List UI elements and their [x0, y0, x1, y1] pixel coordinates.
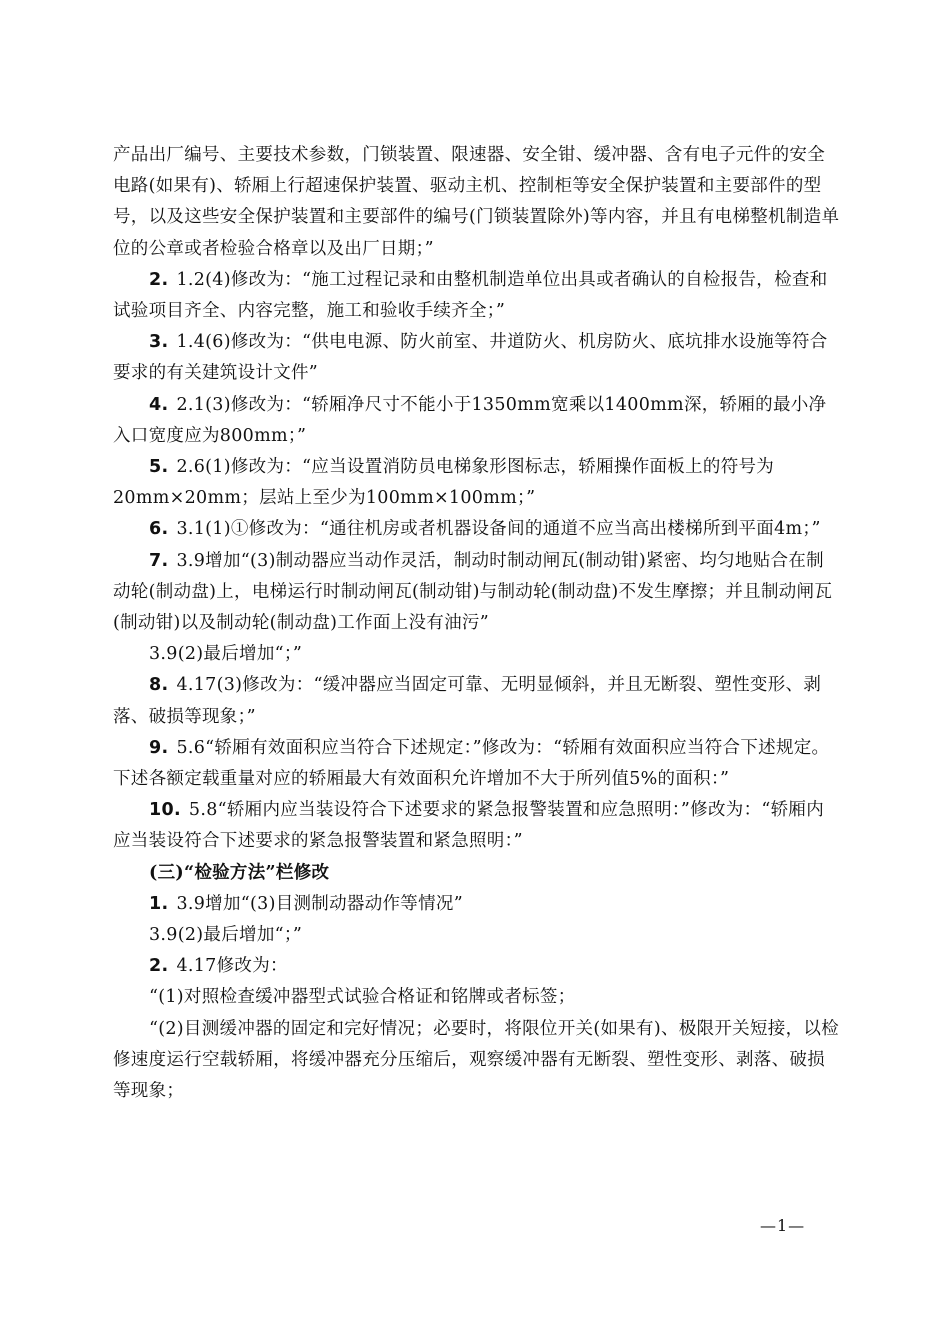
- method-item-1: 1. 3.9增加“(3)目测制动器动作等情况”: [149, 893, 463, 914]
- method-item-2: 2. 4.17修改为：: [149, 956, 288, 977]
- method-item-2-b: “(2)目测缓冲器的固定和完好情况；必要时，将限位开关(如果有)、极限开关短接，以检修速度运行空载轿厢，将缓冲器充分压缩后，观察缓冲器有无断裂、塑性变形、剥落、破损等现象；: [113, 1018, 839, 1102]
- item-8: 8. 4.17(3)修改为：“缓冲器应当固定可靠、无明显倾斜，并且无断裂、塑性变形、剥落、破损等现象；”: [113, 675, 822, 727]
- item-9: 9. 5.6“轿厢有效面积应当符合下述规定：”修改为：“轿厢有效面积应当符合下述规定。下述各额定载重量对应的轿厢最大有效面积允许增加不大于所列值5%的面积：”: [113, 737, 830, 790]
- item-10: 10. 5.8“轿厢内应当装设符合下述要求的紧急报警装置和应急照明：”修改为：“轿厢内应当装设符合下述要求的紧急报警装置和紧急照明：”: [113, 800, 825, 852]
- body-text: [113, 140, 840, 1107]
- item-7-addendum: 3.9(2)最后增加“；”: [149, 644, 303, 665]
- page-number: —1—: [760, 1216, 806, 1235]
- paragraph-continued: 产品出厂编号、主要技术参数，门锁装置、限速器、安全钳、缓冲器、含有电子元件的安全电路(如果有)、轿厢上行超速保护装置、驱动主机、控制柜等安全保护装置和主要部件的型号，以及这些安全保护装置和主要部件的编号(门锁装置除外)等内容，并且有电梯整机制造单位的公章或者检验合格章以及出厂日期；”: [113, 145, 840, 259]
- section-heading: (三)“检验方法”栏修改: [149, 862, 330, 883]
- item-6: 6. 3.1(1)①修改为：“通往机房或者机器设备间的通道不应当高出楼梯所到平面4m；”: [149, 519, 821, 540]
- item-5: 5. 2.6(1)修改为：“应当设置消防员电梯象形图标志，轿厢操作面板上的符号为20mm×20mm；层站上至少为100mm×100mm；”: [113, 457, 775, 509]
- item-4: 4. 2.1(3)修改为：“轿厢净尺寸不能小于1350mm宽乘以1400mm深，轿厢的最小净入口宽度应为800mm；”: [113, 394, 827, 446]
- item-2: 2. 1.2(4)修改为：“施工过程记录和由整机制造单位出具或者确认的自检报告，检查和试验项目齐全、内容完整，施工和验收手续齐全；”: [113, 269, 828, 322]
- item-3: 3. 1.4(6)修改为：“供电电源、防火前室、井道防火、机房防火、底坑排水设施等符合要求的有关建筑设计文件”: [113, 332, 828, 384]
- method-item-2-a: “(1)对照检查缓冲器型式试验合格证和铭牌或者标签；: [149, 987, 576, 1008]
- method-item-1-addendum: 3.9(2)最后增加“；”: [149, 925, 303, 946]
- item-7: 7. 3.9增加“(3)制动器应当动作灵活，制动时制动闸瓦(制动钳)紧密、均匀地贴合在制动轮(制动盘)上，电梯运行时制动闸瓦(制动钳)与制动轮(制动盘)不发生摩擦；并且制动闸瓦(制动钳)以及制动轮(制动盘)工作面上没有油污”: [113, 550, 833, 634]
